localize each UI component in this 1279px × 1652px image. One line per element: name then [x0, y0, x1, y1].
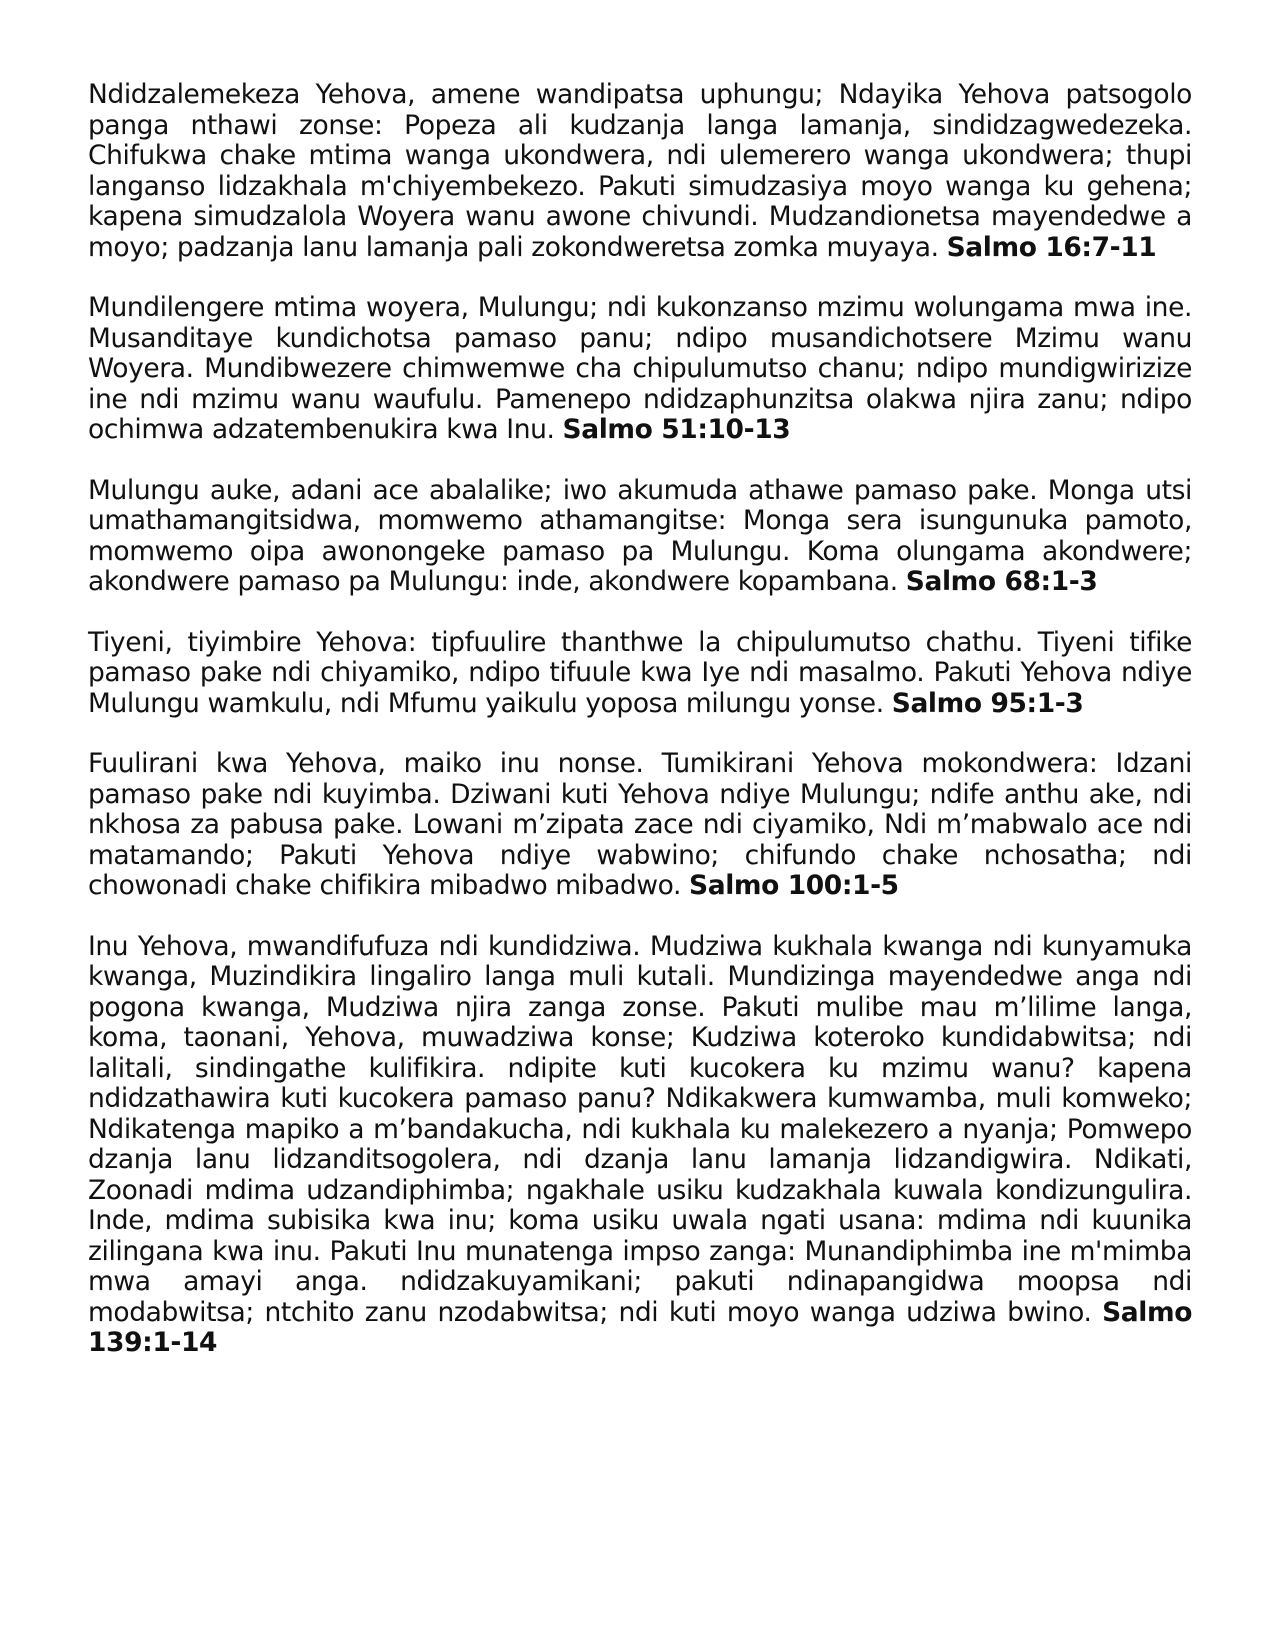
passage-psalm-100 [88, 749, 1192, 902]
passage-text: Ndidzalemekeza Yehova, amene wandipatsa uphungu; Ndayika Yehova patsogolo panga nthawi zonse: Popeza ali kudzanja langa lamanja, sindidzagwedezeka. Chifukwa chake mtima wanga ukondwera, ndi ulemerero wanga ukondwera; thupi langanso lidzakhala m'chiyembekezo. Pakuti simudzasiya moyo wanga ku gehena; kapena simudzalola Woyera wanu awone chivundi. Mudzandionetsa mayendedwe a moyo; padzanja lanu lamanja pali zokondweretsa zomka muyaya. [88, 79, 1192, 263]
passage-psalm-16 [88, 80, 1192, 263]
scripture-reference: Salmo 95:1-3 [891, 687, 1084, 719]
passage-text: Mundilengere mtima woyera, Mulungu; ndi kukonzanso mzimu wolungama mwa ine. Musanditaye kundichotsa pamaso panu; ndipo musandichotsere Mzimu wanu Woyera. Mundibwezere chimwemwe cha chipulumutso chanu; ndipo mundigwirizize ine ndi mzimu wanu waufulu. Pamenepo ndidzaphunzitsa olakwa njira zanu; ndipo ochimwa adzatembenukira kwa Inu. [88, 292, 1192, 445]
passage-psalm-139 [88, 932, 1192, 1359]
scripture-reference: Salmo 51:10-13 [562, 414, 791, 445]
passage-text: Fuulirani kwa Yehova, maiko inu nonse. Tumikirani Yehova mokondwera: Idzani pamaso pake ndi kuyimba. Dziwani kuti Yehova ndiye Mulungu; ndife anthu ake, ndi nkhosa za pabusa pake. Lowani m’zipata zace ndi ciyamiko, Ndi m’mabwalo ace ndi matamando; Pakuti Yehova ndiye wabwino; chifundo chake nchosatha; ndi chowonadi chake chifikira mibadwo mibadwo. [88, 748, 1192, 901]
passage-psalm-95 [88, 628, 1192, 720]
passage-text: Tiyeni, tiyimbire Yehova: tipfuulire thanthwe la chipulumutso chathu. Tiyeni tifike pamaso pake ndi chiyamiko, ndipo tifuule kwa Iye ndi masalmo. Pakuti Yehova ndiye Mulungu wamkulu, ndi Mfumu yaikulu yoposa milungu yonse. [88, 626, 1192, 719]
scripture-reference: Salmo 139:1-14 [88, 1296, 1192, 1358]
passage-psalm-68 [88, 476, 1192, 598]
passage-psalm-51 [88, 293, 1192, 446]
passage-text: Inu Yehova, mwandifufuza ndi kundidziwa. Mudziwa kukhala kwanga ndi kunyamuka kwanga, Muzindikira lingaliro langa muli kutali. Mundizinga mayendedwe anga ndi pogona kwanga, Mudziwa njira zanga zonse. Pakuti mulibe mau m’lilime langa, koma, taonani, Yehova, muwadziwa konse; Kudziwa koteroko kundidabwitsa; ndi lalitali, sindingathe kulifikira. ndipite kuti kucokera ku mzimu wanu? kapena ndidzathawira kuti kucokera pamaso panu? Ndikakwera kumwamba, muli komweko; Ndikatenga mapiko a m’bandakucha, ndi kukhala ku malekezero a nyanja; Pomwepo dzanja lanu lidzanditsogolera, ndi dzanja lanu lamanja lidzandigwira. Ndikati, Zoonadi mdima udzandiphimba; ngakhale usiku kudzakhala kuwala kondizungulira. Inde, mdima subisika kwa inu; koma usiku uwala ngati usana: mdima ndi kuunika zilingana kwa inu. Pakuti Inu munatenga impso zanga: Munandiphimba ine m'mimba mwa amayi anga. ndidzakuyamikani; pakuti ndinapangidwa moopsa ndi modabwitsa; ntchito zanu nzodabwitsa; ndi kuti moyo wanga udziwa bwino. [88, 930, 1192, 1328]
scripture-reference: Salmo 16:7-11 [946, 231, 1157, 263]
passage-text: Mulungu auke, adani ace abalalike; iwo akumuda athawe pamaso pake. Monga utsi umathamangitsidwa, momwemo athamangitse: Monga sera isungunuka pamoto, momwemo oipa awonongeke pamaso pa Mulungu. Koma olungama akondwere; akondwere pamaso pa Mulungu: inde, akondwere kopambana. [88, 474, 1192, 597]
scripture-reference: Salmo 100:1-5 [689, 870, 899, 901]
scripture-reference: Salmo 68:1-3 [905, 566, 1098, 597]
document-body [88, 80, 1192, 1389]
